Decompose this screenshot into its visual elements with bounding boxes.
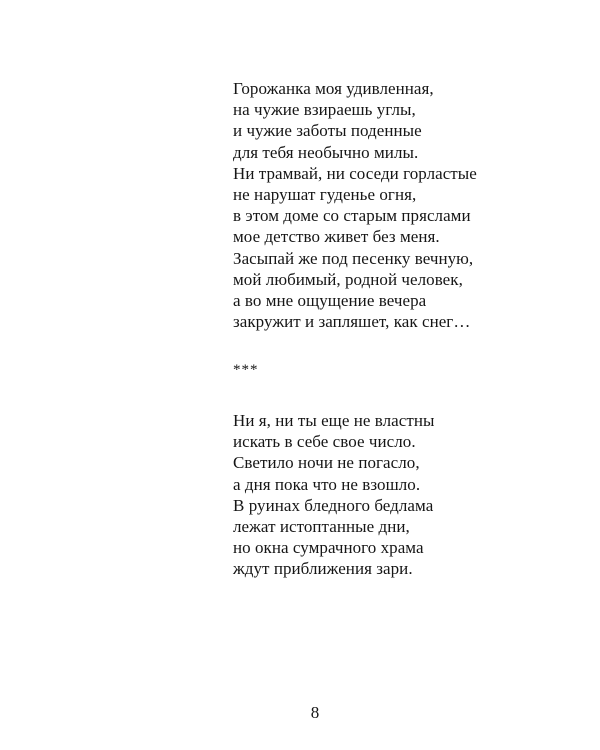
- poem-line: искать в себе свое число.: [233, 432, 416, 452]
- poem-line: но окна сумрачного храма: [233, 538, 424, 558]
- poem-line: Ни трамвай, ни соседи горластые: [233, 163, 477, 183]
- poem-line: Светило ночи не погасло,: [233, 453, 420, 473]
- poem-line: на чужие взираешь углы,: [233, 100, 416, 120]
- poem-line: ждут приближения зари.: [233, 559, 413, 579]
- poem-line: мое детство живет без меня.: [233, 227, 440, 247]
- poem-line: Засыпай же под песенку вечную,: [233, 248, 474, 268]
- page-number: 8: [310, 703, 320, 722]
- poem-line: и чужие заботы поденные: [233, 121, 422, 141]
- section-separator: ***: [233, 362, 259, 378]
- poem-second: [233, 410, 573, 580]
- poem-line: В руинах бледного бедлама: [233, 495, 434, 515]
- poem-line: для тебя необычно милы.: [233, 142, 419, 162]
- poem-line: мой любимый, родной человек,: [233, 269, 463, 289]
- poem-line: не нарушат гуденье огня,: [233, 185, 417, 205]
- poem-line: в этом доме со старым пряслами: [233, 206, 471, 226]
- poem-line: а во мне ощущение вечера: [233, 291, 427, 311]
- poem-line: а дня пока что не взошло.: [233, 474, 421, 494]
- poem-line: Ни я, ни ты еще не властны: [233, 411, 435, 430]
- poem-line: закружит и запляшет, как снег…: [233, 312, 471, 332]
- poem-first: [233, 78, 573, 332]
- poem-line: Горожанка моя удивленная,: [233, 79, 434, 98]
- poem-line: лежат истоптанные дни,: [233, 517, 410, 537]
